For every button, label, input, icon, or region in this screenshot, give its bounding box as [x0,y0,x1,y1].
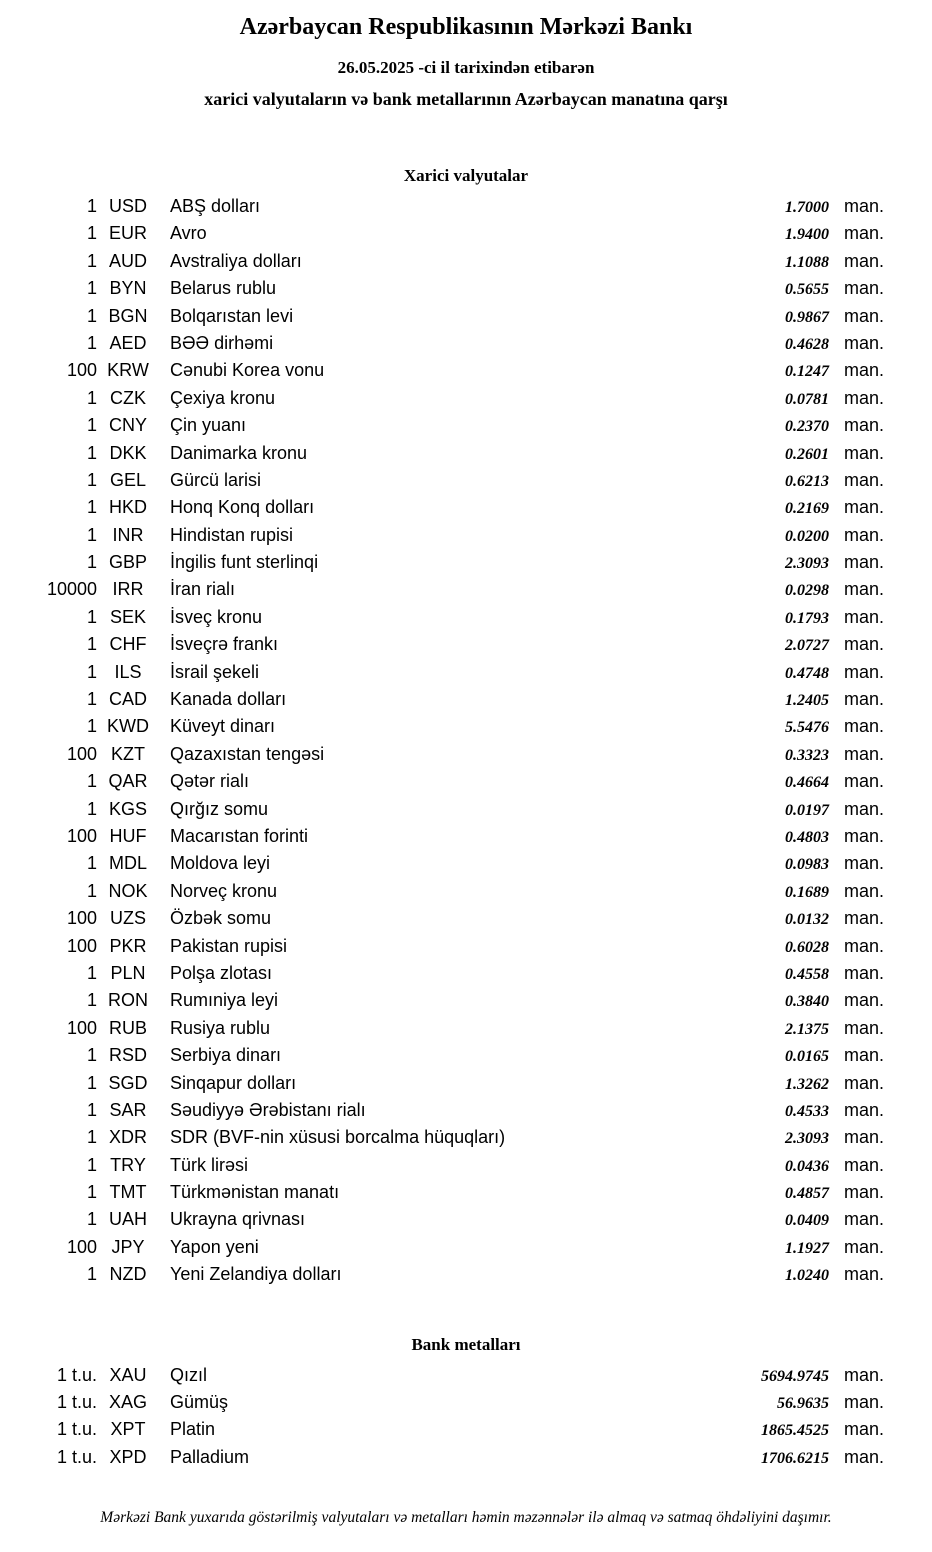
rate-row [0,1097,895,1124]
currency-code: KRW [107,360,149,381]
unit-label: man. [844,716,885,737]
unit-label: man. [844,908,885,929]
rate-value: 0.4533 [785,1102,829,1120]
row-amount: 1 [86,716,97,737]
row-amount: 1 [86,497,97,518]
rate-value: 1706.6215 [761,1449,829,1467]
row-amount: 1 [86,661,97,682]
rate-value: 2.1375 [785,1020,829,1038]
currency-code: CAD [108,689,147,710]
unit-label: man. [844,743,885,764]
unit-label: man. [844,196,885,216]
row-amount: 100 [66,1236,97,1257]
row-amount: 1 [86,305,97,326]
unit-label: man. [844,387,885,408]
row-amount: 1 [86,689,97,710]
rate-row [0,275,895,302]
currency-code: UAH [108,1209,147,1230]
row-amount: 1 [86,332,97,353]
currency-code: XAU [109,1364,147,1385]
unit-label: man. [844,360,885,381]
rate-value: 2.0727 [785,637,829,655]
row-amount: 1 [86,634,97,655]
rate-row [0,933,895,960]
rate-value: 1.1927 [785,1239,829,1257]
currency-code: RUB [108,1017,147,1038]
row-amount: 1 [86,1209,97,1230]
rate-row [0,878,895,905]
metals-table [0,1362,932,1472]
row-amount: 1 t.u. [56,1364,97,1385]
currency-name: Qazaxıstan tengəsi [170,743,325,764]
currency-code: SAR [109,1099,147,1120]
currency-name: Serbiya dinarı [170,1045,282,1066]
currency-name: Türkmənistan manatı [170,1182,340,1203]
rate-value: 0.4628 [785,335,829,353]
currency-name: Palladium [170,1446,250,1467]
currency-name: Qırğız somu [170,798,269,819]
unit-label: man. [844,606,885,627]
currency-code: GEL [109,469,147,490]
currency-name: Yapon yeni [170,1236,259,1257]
unit-label: man. [844,1209,885,1230]
unit-label: man. [844,1182,885,1203]
rate-row [0,357,895,384]
unit-label: man. [844,1392,885,1413]
currency-code: CNY [108,415,147,436]
row-amount: 1 [86,990,97,1011]
unit-label: man. [844,634,885,655]
rate-value: 0.2370 [785,418,829,436]
rate-value: 0.0132 [785,911,829,929]
rate-row [0,823,895,850]
currency-name: Cənubi Korea vonu [170,360,325,381]
currency-code: SEK [109,606,147,627]
currency-name: Küveyt dinarı [170,716,276,737]
row-amount: 1 t.u. [56,1446,97,1467]
unit-label: man. [844,1045,885,1066]
currency-code: UZS [110,908,146,929]
unit-label: man. [844,497,885,518]
rate-row [0,193,895,220]
currency-code: XDR [108,1127,147,1148]
currency-code: HUF [109,825,147,846]
rate-row [0,1015,895,1042]
rate-row [0,330,895,357]
rate-value: 0.1247 [785,363,829,381]
rate-row [0,659,895,686]
currency-code: EUR [108,223,147,244]
currency-code: BYN [109,278,147,299]
rate-row [0,713,895,740]
rate-value: 5694.9745 [761,1367,829,1385]
unit-label: man. [844,1154,885,1175]
page-subtitle: xarici valyutaların və bank metallarının Azərbaycan manatına qarşı [204,89,728,109]
unit-label: man. [844,415,885,436]
unit-label: man. [844,442,885,463]
rate-value: 0.1689 [785,883,829,901]
rate-row [0,1206,895,1233]
currency-code: GBP [108,552,147,573]
unit-label: man. [844,552,885,573]
currency-code: XPT [110,1419,146,1440]
currency-code: TRY [110,1154,146,1175]
currency-code: SGD [108,1072,148,1093]
currency-code: PKR [109,935,147,956]
rate-value: 2.3093 [785,1130,829,1148]
row-amount: 100 [66,908,97,929]
currency-code: XAG [108,1392,147,1413]
rate-value: 0.0436 [785,1157,829,1175]
rate-row [0,1261,895,1288]
currency-name: Ukrayna qrivnası [170,1209,306,1230]
currency-name: Rusiya rublu [170,1017,271,1038]
unit-label: man. [844,990,885,1011]
rate-value: 1.0240 [785,1267,829,1285]
rate-row [0,1042,895,1069]
currency-code: PLN [110,962,146,983]
rate-row [0,1444,895,1471]
currency-code: TMT [109,1182,147,1203]
row-amount: 1 [86,469,97,490]
rate-value: 0.4857 [785,1185,829,1203]
currency-name: Platin [170,1419,216,1440]
rate-value: 56.9635 [777,1395,829,1413]
row-amount: 1 [86,771,97,792]
rate-row [0,1389,895,1416]
row-amount: 1 [86,250,97,271]
rate-row [0,303,895,330]
currency-code: NZD [109,1264,147,1285]
rate-value: 0.0409 [785,1212,829,1230]
currency-code: JPY [111,1236,145,1257]
unit-label: man. [844,1264,885,1285]
metals-section-title: Bank metalları [411,1334,521,1354]
rate-value: 0.6028 [785,938,829,956]
currency-code: CZK [110,387,146,408]
currencies-table [0,193,932,1289]
currency-name: Sinqapur dolları [170,1072,297,1093]
unit-label: man. [844,1364,885,1385]
currency-name: Danimarka kronu [170,442,308,463]
row-amount: 1 [86,1154,97,1175]
row-amount: 1 [86,1045,97,1066]
unit-label: man. [844,1446,885,1467]
rate-row [0,604,895,631]
currency-code: IRR [112,579,144,600]
rate-row [0,741,895,768]
rate-value: 1.2405 [785,692,829,710]
row-amount: 1 [86,524,97,545]
unit-label: man. [844,935,885,956]
currency-code: CHF [109,634,147,655]
rate-row [0,494,895,521]
row-amount: 1 [86,1264,97,1285]
currency-name: Bolqarıstan levi [170,305,294,326]
rate-value: 2.3093 [785,555,829,573]
currency-code: ILS [114,661,142,682]
unit-label: man. [844,469,885,490]
rate-value: 0.0165 [785,1048,829,1066]
rate-value: 0.0781 [785,390,829,408]
unit-label: man. [844,332,885,353]
rate-value: 0.1793 [785,609,829,627]
unit-label: man. [844,962,885,983]
rate-row [0,385,895,412]
currency-name: BƏƏ dirhəmi [170,332,274,353]
currency-code: KWD [107,716,149,737]
row-amount: 1 [86,962,97,983]
rate-row [0,1070,895,1097]
rate-row [0,1234,895,1261]
unit-label: man. [844,1236,885,1257]
rate-value: 0.0200 [785,527,829,545]
row-amount: 1 [86,1099,97,1120]
rate-row [0,905,895,932]
currency-name: Çin yuanı [170,415,247,436]
rate-value: 1.3262 [785,1075,829,1093]
currency-code: RON [108,990,148,1011]
row-amount: 100 [66,825,97,846]
rate-row [0,576,895,603]
unit-label: man. [844,661,885,682]
row-amount: 1 [86,552,97,573]
row-amount: 1 [86,1072,97,1093]
rate-value: 1865.4525 [761,1422,829,1440]
currency-name: Kanada dolları [170,689,287,710]
currency-name: Yeni Zelandiya dolları [170,1264,342,1285]
rate-value: 1.7000 [785,199,829,216]
rate-row [0,768,895,795]
unit-label: man. [844,524,885,545]
rate-value: 0.3323 [785,746,829,764]
rate-value: 0.4803 [785,828,829,846]
currency-name: SDR (BVF-nin xüsusi borcalma hüquqları) [170,1127,506,1148]
unit-label: man. [844,853,885,874]
currency-code: AED [109,332,147,353]
effective-date: 26.05.2025 -ci il tarixindən etibarən [337,58,595,77]
rate-value: 0.6213 [785,472,829,490]
unit-label: man. [844,1419,885,1440]
row-amount: 1 [86,442,97,463]
row-amount: 1 t.u. [56,1392,97,1413]
currency-name: Polşa zlotası [170,962,273,983]
unit-label: man. [844,1127,885,1148]
rate-row [0,248,895,275]
row-amount: 1 [86,387,97,408]
currency-code: BGN [108,305,148,326]
row-amount: 100 [66,743,97,764]
row-amount: 1 [86,606,97,627]
rate-value: 0.4558 [785,965,829,983]
currency-code: KZT [111,743,145,764]
currency-code: QAR [108,771,148,792]
currency-code: XPD [109,1446,147,1467]
rate-value: 5.5476 [785,719,829,737]
currency-code: HKD [108,497,147,518]
unit-label: man. [844,305,885,326]
row-amount: 100 [66,935,97,956]
unit-label: man. [844,579,885,600]
currency-name: Avstraliya dolları [170,250,302,271]
row-amount: 1 [86,415,97,436]
row-amount: 100 [66,360,97,381]
currencies-section-title: Xarici valyutalar [403,166,529,185]
currency-code: USD [108,196,147,216]
row-amount: 1 t.u. [56,1419,97,1440]
rate-row [0,1416,895,1443]
currency-name: Moldova leyi [170,853,271,874]
unit-label: man. [844,825,885,846]
currency-name: Hindistan rupisi [170,524,294,545]
currency-name: Norveç kronu [170,880,278,901]
rate-row [0,1124,895,1151]
currency-name: İsrail şekeli [170,661,260,682]
currency-name: Gümüş [170,1392,229,1413]
currency-name: Honq Konq dolları [170,497,315,518]
currency-code: KGS [108,798,147,819]
rate-row [0,1179,895,1206]
row-amount: 1 [86,278,97,299]
row-amount: 1 [86,1127,97,1148]
disclaimer-text: Mərkəzi Bank yuxarıda göstərilmiş valyutaları və metalları həmin məzənnələr ilə almaq və satmaq öhdəliyini daşımır. [100,1509,832,1527]
rate-row [0,631,895,658]
rate-row [0,412,895,439]
unit-label: man. [844,1072,885,1093]
rate-row [0,1152,895,1179]
rate-value: 0.2169 [785,500,829,518]
rate-row [0,850,895,877]
page-title: Azərbaycan Respublikasının Mərkəzi Bankı [239,14,693,40]
currency-name: Özbək somu [170,908,272,929]
currency-name: İran rialı [170,579,236,600]
rate-row [0,220,895,247]
rate-value: 0.9867 [785,308,829,326]
unit-label: man. [844,798,885,819]
unit-label: man. [844,223,885,244]
currency-code: DKK [109,442,147,463]
currency-name: İsveçrə frankı [170,634,279,655]
unit-label: man. [844,278,885,299]
rate-row [0,549,895,576]
unit-label: man. [844,689,885,710]
rate-value: 0.0983 [785,856,829,874]
rate-value: 0.5655 [785,281,829,299]
row-amount: 10000 [46,579,97,600]
currency-name: Rumıniya leyi [170,990,279,1011]
unit-label: man. [844,250,885,271]
currency-name: Türk lirəsi [170,1154,249,1175]
currency-name: Səudiyyə Ərəbistanı rialı [170,1099,366,1120]
row-amount: 1 [86,798,97,819]
rate-row [0,987,895,1014]
rate-value: 0.3840 [785,993,829,1011]
rate-value: 1.9400 [785,226,829,244]
currency-name: Avro [170,223,207,244]
currency-name: Gürcü larisi [170,469,262,490]
rate-row [0,1362,895,1389]
rate-value: 0.4748 [785,664,829,682]
unit-label: man. [844,1017,885,1038]
row-amount: 1 [86,1182,97,1203]
unit-label: man. [844,771,885,792]
currency-name: Qızıl [170,1364,208,1385]
row-amount: 100 [66,1017,97,1038]
rate-value: 0.0197 [785,801,829,819]
rate-value: 1.1088 [785,253,829,271]
currency-name: İngilis funt sterlinqi [170,552,319,573]
row-amount: 1 [86,223,97,244]
rate-row [0,522,895,549]
currency-name: Pakistan rupisi [170,935,288,956]
currency-name: İsveç kronu [170,606,263,627]
rate-row [0,686,895,713]
currency-name: Qətər rialı [170,771,250,792]
row-amount: 1 [86,853,97,874]
rate-row [0,796,895,823]
rate-value: 0.0298 [785,582,829,600]
currency-name: Belarus rublu [170,278,277,299]
row-amount: 1 [86,880,97,901]
currency-name: Macarıstan forinti [170,825,309,846]
currency-code: RSD [108,1045,147,1066]
currency-code: MDL [108,853,147,874]
rate-row [0,440,895,467]
currency-code: INR [112,524,144,545]
currency-name: ABŞ dolları [170,196,261,216]
currency-code: NOK [108,880,148,901]
rate-value: 0.2601 [785,445,829,463]
currency-name: Çexiya kronu [170,387,276,408]
rate-value: 0.4664 [785,774,829,792]
unit-label: man. [844,1099,885,1120]
rate-row [0,960,895,987]
rate-row [0,467,895,494]
unit-label: man. [844,880,885,901]
currency-code: AUD [108,250,147,271]
row-amount: 1 [86,196,97,216]
